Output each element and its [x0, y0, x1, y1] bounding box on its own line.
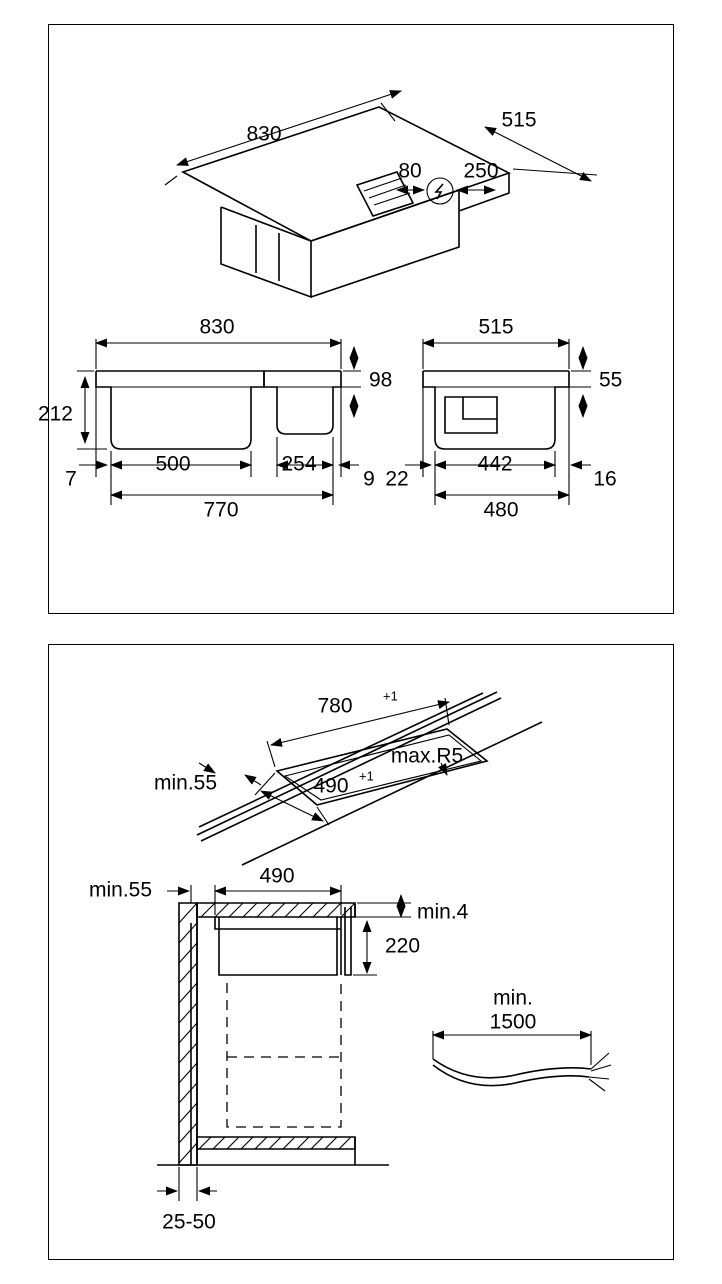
front-r9-label: 9	[363, 467, 375, 491]
section-min55-label: min.55	[89, 878, 153, 902]
front-h98-label: 98	[369, 368, 393, 392]
section-gap-label: 25-50	[162, 1210, 216, 1234]
section-h220-label: 220	[385, 934, 421, 958]
front-h212-label: 212	[37, 402, 73, 426]
side-d442-label: 442	[477, 452, 513, 476]
front-l7-label: 7	[65, 467, 77, 491]
cutout-d490-label: 490	[313, 774, 349, 798]
cutout-installation-figure	[49, 645, 675, 1261]
side-view	[385, 316, 622, 522]
front-width-label: 830	[199, 315, 235, 339]
iso-depth-label: 515	[501, 108, 537, 132]
cutout-radius-label: max.R5	[390, 744, 464, 768]
worktop-hatching	[201, 903, 355, 917]
cutout-w780-tol-label: +1	[383, 688, 398, 704]
side-f22-label: 22	[385, 467, 409, 491]
panel-product-dimensions	[37, 24, 674, 614]
iso-dim80-label: 80	[398, 159, 422, 183]
side-r16-label: 16	[593, 467, 617, 491]
cutout-w780-label: 780	[317, 694, 353, 718]
front-w500-label: 500	[155, 452, 191, 476]
side-d480-label: 480	[483, 498, 519, 522]
wall-hatching	[179, 903, 197, 1163]
installation-section-view	[89, 865, 469, 1234]
cable-min-label: min.	[493, 986, 533, 1010]
section-min4-label: min.4	[417, 900, 469, 924]
product-dimensions-figure	[37, 25, 675, 615]
side-h55-label: 55	[599, 368, 623, 392]
cutout-min55-label: min.55	[154, 771, 218, 795]
iso-dim250-label: 250	[463, 159, 499, 183]
front-w770-label: 770	[203, 498, 239, 522]
front-w254-label: 254	[281, 452, 317, 476]
isometric-hob-view	[165, 91, 597, 297]
panel-cutout-installation	[48, 644, 674, 1260]
side-depth-label: 515	[478, 315, 514, 339]
worktop-cutout-view	[154, 688, 542, 865]
base-hatching	[199, 1137, 351, 1149]
cable-length-label: 1500	[489, 1010, 537, 1034]
cutout-d490-tol-label: +1	[359, 768, 374, 784]
electrical-symbol-circle	[427, 178, 453, 204]
power-cable-view	[433, 987, 611, 1091]
section-w490-label: 490	[259, 864, 295, 888]
front-view	[38, 316, 392, 522]
iso-width-label: 830	[246, 122, 282, 146]
